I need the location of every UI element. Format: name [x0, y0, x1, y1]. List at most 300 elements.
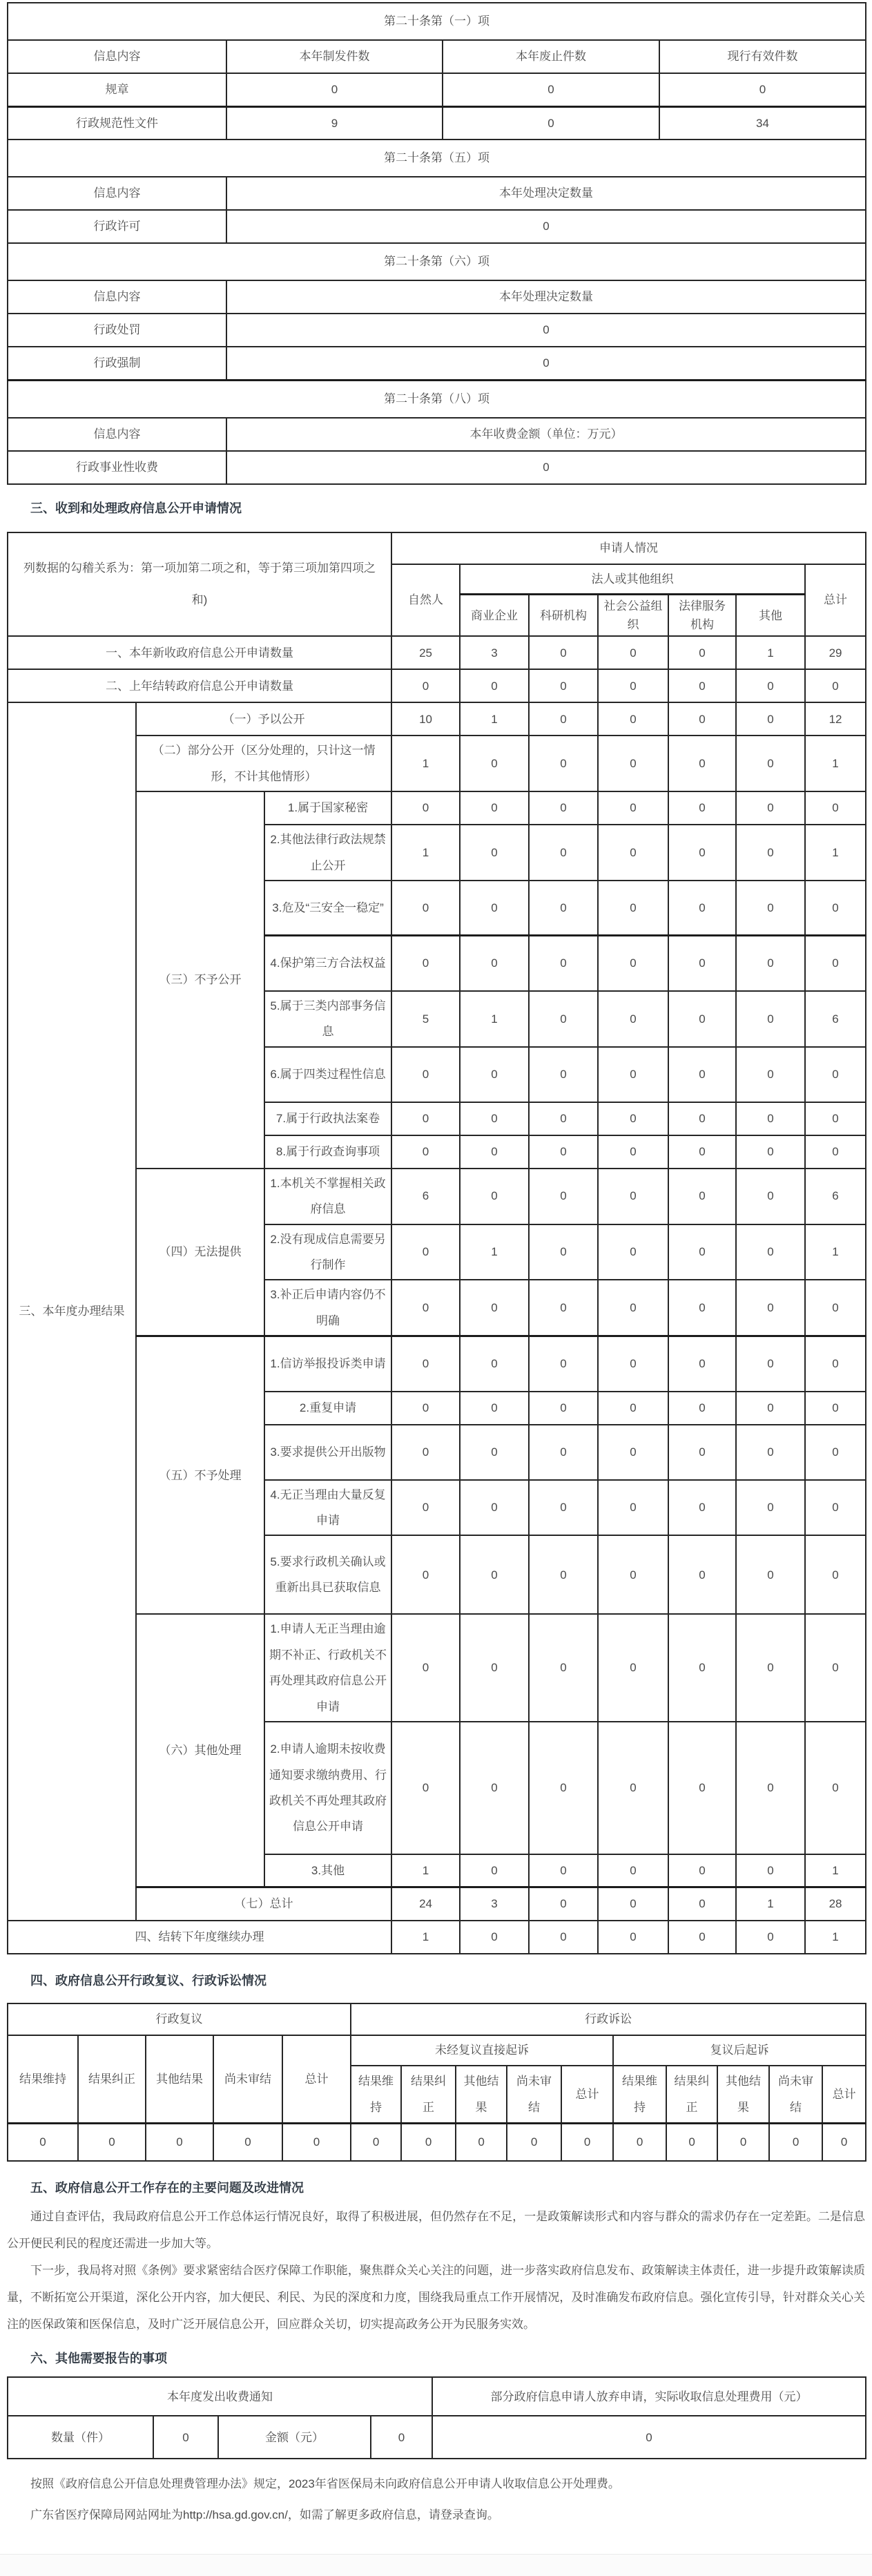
value-cell: 0: [736, 1336, 805, 1392]
value-cell: 5: [391, 991, 460, 1047]
value-cell: 0: [668, 1224, 736, 1280]
column-header: 总计: [822, 2066, 866, 2124]
value-cell: 0: [529, 1135, 598, 1169]
value-cell: 0: [805, 1614, 866, 1722]
fee-notice-header: 本年度发出收费通知: [8, 2377, 432, 2416]
fee-waived-value: 0: [432, 2416, 866, 2459]
value-cell: 0: [391, 1102, 460, 1135]
website-note: 广东省医疗保障局网站网址为http://hsa.gd.gov.cn/，如需了解更多政府信息，请登录查询。: [30, 2508, 499, 2522]
value-cell: 0: [460, 1722, 529, 1854]
value-cell: 0: [736, 881, 805, 936]
value-cell: 0: [460, 1392, 529, 1425]
value-cell: 0: [666, 2124, 717, 2161]
row-label: 规章: [8, 73, 226, 106]
row-label: 二、上年结转政府信息公开申请数量: [8, 669, 391, 702]
value-cell: 0: [668, 1336, 736, 1392]
article20-item1-table: [7, 2, 866, 140]
value-cell: 0: [805, 1135, 866, 1169]
value-cell: 0: [529, 1480, 598, 1536]
value-cell: 0: [736, 991, 805, 1047]
column-header: 总计: [282, 2035, 351, 2124]
value-cell: 0: [529, 1169, 598, 1224]
value-cell: 0: [460, 881, 529, 936]
value-cell: 0: [391, 1480, 460, 1536]
value-cell: 0: [668, 1535, 736, 1614]
value-cell: 0: [598, 636, 668, 669]
direct-suit-header: 未经复议直接起诉: [351, 2035, 613, 2066]
value-cell: 0: [805, 1047, 866, 1102]
value-cell: 0: [460, 1425, 529, 1480]
value-cell: 0: [668, 1921, 736, 1954]
value-cell: 0: [598, 1425, 668, 1480]
value-cell: 0: [668, 936, 736, 991]
value-cell: 0: [529, 736, 598, 791]
table-row: [8, 736, 866, 791]
article20-item6-table: [7, 242, 866, 381]
value-cell: 0: [805, 669, 866, 702]
table-row: [8, 532, 866, 564]
value-cell: 0: [598, 1480, 668, 1536]
value-cell: 0: [529, 881, 598, 936]
table-row: [8, 140, 866, 177]
value-cell: 0: [668, 1047, 736, 1102]
value-cell: 0: [659, 73, 866, 106]
amount-value: 0: [371, 2416, 432, 2459]
value-cell: 0: [598, 669, 668, 702]
value-cell: 0: [668, 636, 736, 669]
applicant-header: 申请人情况: [391, 532, 866, 564]
value-cell: 0: [805, 1425, 866, 1480]
row-label: 1.信访举报投诉类申请: [264, 1336, 391, 1392]
value-cell: 28: [805, 1887, 866, 1921]
row-label: 1.本机关不掌握相关政府信息: [264, 1169, 391, 1224]
row-label: 6.属于四类过程性信息: [264, 1047, 391, 1102]
value-cell: 0: [529, 1854, 598, 1887]
table-row: [8, 2377, 866, 2416]
value-cell: 0: [668, 825, 736, 881]
value-cell: 0: [460, 1102, 529, 1135]
value-cell: 0: [401, 2124, 456, 2161]
value-cell: 0: [598, 1135, 668, 1169]
value-cell: 6: [805, 991, 866, 1047]
column-header: 信息内容: [8, 40, 226, 73]
row-label: 8.属于行政查询事项: [264, 1135, 391, 1169]
value-cell: 0: [805, 1102, 866, 1135]
article20-item1-section: [7, 2, 865, 485]
value-cell: 0: [598, 881, 668, 936]
table-row: [8, 1887, 866, 1921]
table-row: [8, 2035, 866, 2066]
section3-heading: 三、收到和处理政府信息公开申请情况: [30, 501, 242, 515]
value-cell: 0: [456, 2124, 507, 2161]
value-cell: 0: [598, 736, 668, 791]
value-cell: 1: [460, 702, 529, 736]
legal-org-header: 法人或其他组织: [460, 564, 805, 595]
value-cell: 0: [460, 669, 529, 702]
value-cell: 0: [391, 1722, 460, 1854]
value-cell: 0: [460, 1169, 529, 1224]
value-cell: 0: [805, 1480, 866, 1536]
value-cell: 25: [391, 636, 460, 669]
value-cell: 0: [460, 1854, 529, 1887]
value-cell: 0: [460, 736, 529, 791]
value-cell: 0: [213, 2124, 282, 2161]
group-label-unable-provide: （四）无法提供: [136, 1169, 264, 1336]
value-cell: 0: [668, 1887, 736, 1921]
article20-item5-table: [7, 139, 866, 244]
value-cell: 0: [443, 106, 659, 140]
value-cell: 29: [805, 636, 866, 669]
table-row: [8, 2416, 866, 2459]
table-row: [8, 1336, 866, 1392]
value-cell: 0: [391, 881, 460, 936]
table-caption: 第二十条第（五）项: [8, 140, 866, 177]
table-row: [8, 1614, 866, 1722]
table-row: [8, 40, 866, 73]
table-row: [8, 669, 866, 702]
value-cell: 0: [769, 2124, 822, 2161]
row-label: 2.重复申请: [264, 1392, 391, 1425]
value-cell: 9: [226, 106, 443, 140]
value-cell: 0: [736, 1921, 805, 1954]
table-row: [8, 314, 866, 347]
table-row: [8, 243, 866, 280]
column-header: 本年废止件数: [443, 40, 659, 73]
value-cell: 0: [78, 2124, 146, 2161]
value-cell: 0: [736, 1169, 805, 1224]
value-cell: 1: [805, 736, 866, 791]
value-cell: 0: [598, 825, 668, 881]
column-header: 结果纠正: [78, 2035, 146, 2124]
value-cell: 0: [391, 1280, 460, 1336]
value-cell: 0: [529, 669, 598, 702]
column-header: 本年处理决定数量: [226, 280, 866, 314]
column-header: 其他结果: [456, 2066, 507, 2124]
value-cell: 0: [598, 1224, 668, 1280]
value-cell: 0: [8, 2124, 78, 2161]
value-cell: 0: [460, 1336, 529, 1392]
section5-heading: 五、政府信息公开工作存在的主要问题及改进情况: [30, 2180, 304, 2195]
table-row: [8, 418, 866, 451]
value-cell: 0: [460, 1280, 529, 1336]
value-cell: 0: [668, 1280, 736, 1336]
value-cell: 0: [460, 1480, 529, 1536]
row-label: （七）总计: [136, 1887, 391, 1921]
value-cell: 0: [668, 1392, 736, 1425]
value-cell: 0: [598, 991, 668, 1047]
row-label: 3.其他: [264, 1854, 391, 1887]
table-caption: 第二十条第（一）项: [8, 3, 866, 40]
value-cell: 0: [529, 702, 598, 736]
value-cell: 0: [598, 1280, 668, 1336]
column-header: 本年制发件数: [226, 40, 443, 73]
row-label: 2.没有现成信息需要另行制作: [264, 1224, 391, 1280]
value-cell: 0: [507, 2124, 561, 2161]
column-header: 尚未审结: [507, 2066, 561, 2124]
value-cell: 0: [529, 1336, 598, 1392]
value-cell: 0: [668, 1102, 736, 1135]
value-cell: 0: [598, 936, 668, 991]
value-cell: 0: [668, 1480, 736, 1536]
value-cell: 0: [736, 1224, 805, 1280]
column-header: 结果纠正: [666, 2066, 717, 2124]
row-label: 1.属于国家秘密: [264, 791, 391, 825]
column-header: 社会公益组织: [598, 595, 668, 637]
value-cell: 0: [668, 669, 736, 702]
value-cell: 0: [805, 1336, 866, 1392]
row-label: 行政规范性文件: [8, 106, 226, 140]
value-cell: 0: [598, 1887, 668, 1921]
table-row: [8, 177, 866, 210]
value-cell: 0: [391, 669, 460, 702]
after-review-suit-header: 复议后起诉: [613, 2035, 866, 2066]
column-header: 本年收费金额（单位：万元）: [226, 418, 866, 451]
value-cell: 0: [598, 1854, 668, 1887]
value-cell: 0: [529, 936, 598, 991]
column-header: 结果维持: [613, 2066, 666, 2124]
row-label: 4.保护第三方合法权益: [264, 936, 391, 991]
value-cell: 0: [736, 702, 805, 736]
section6-table-wrap: [7, 2376, 865, 2459]
value-cell: 0: [668, 1425, 736, 1480]
value-cell: 0: [460, 1921, 529, 1954]
applications-table: [7, 532, 866, 1954]
value-cell: 0: [391, 1135, 460, 1169]
value-cell: 12: [805, 702, 866, 736]
group-label-no-processing: （五）不予处理: [136, 1336, 264, 1615]
column-header: 法律服务机构: [668, 595, 736, 637]
value-cell: 1: [805, 825, 866, 881]
value-cell: 0: [736, 1425, 805, 1480]
row-label: 行政处罚: [8, 314, 226, 347]
group-label-other-processing: （六）其他处理: [136, 1614, 264, 1887]
value-cell: 0: [460, 936, 529, 991]
value-cell: 0: [717, 2124, 769, 2161]
value-cell: 1: [805, 1854, 866, 1887]
value-cell: 0: [668, 991, 736, 1047]
row-label: 四、结转下年度继续办理: [8, 1921, 391, 1954]
value-cell: 0: [805, 1722, 866, 1854]
value-cell: 1: [805, 1921, 866, 1954]
review-header: 行政复议: [8, 2003, 351, 2035]
value-cell: 0: [668, 1169, 736, 1224]
value-cell: 0: [391, 1614, 460, 1722]
value-cell: 0: [736, 669, 805, 702]
value-cell: 0: [460, 1535, 529, 1614]
column-header: 总计: [561, 2066, 613, 2124]
column-header: 总计: [805, 564, 866, 637]
value-cell: 0: [736, 1614, 805, 1722]
value-cell: 0: [460, 1614, 529, 1722]
column-header: 尚未审结: [213, 2035, 282, 2124]
value-cell: 1: [391, 825, 460, 881]
table-row: [8, 2124, 866, 2161]
column-header: 结果维持: [351, 2066, 401, 2124]
litigation-header: 行政诉讼: [351, 2003, 866, 2035]
column-header: 现行有效件数: [659, 40, 866, 73]
value-cell: 0: [598, 1921, 668, 1954]
value-cell: 0: [529, 1614, 598, 1722]
table-row: [8, 702, 866, 736]
table-caption: 第二十条第（八）项: [8, 381, 866, 418]
value-cell: 0: [226, 73, 443, 106]
column-header: 其他结果: [717, 2066, 769, 2124]
value-cell: 0: [529, 1722, 598, 1854]
section6-heading: 六、其他需要报告的事项: [30, 2352, 167, 2366]
value-cell: 1: [391, 736, 460, 791]
value-cell: 0: [529, 1392, 598, 1425]
value-cell: 0: [391, 791, 460, 825]
value-cell: 10: [391, 702, 460, 736]
value-cell: 0: [146, 2124, 213, 2161]
row-label: 3.要求提供公开出版物: [264, 1425, 391, 1480]
amount-label: 金额（元）: [218, 2416, 371, 2459]
column-header: 本年处理决定数量: [226, 177, 866, 210]
value-cell: 0: [391, 1336, 460, 1392]
value-cell: 0: [529, 1047, 598, 1102]
value-cell: 0: [736, 1280, 805, 1336]
value-cell: 0: [282, 2124, 351, 2161]
qty-label: 数量（件）: [8, 2416, 153, 2459]
qty-value: 0: [153, 2416, 218, 2459]
value-cell: 0: [736, 1480, 805, 1536]
column-header: 其他: [736, 595, 805, 637]
value-cell: 0: [529, 991, 598, 1047]
value-cell: 0: [529, 1921, 598, 1954]
value-cell: 6: [805, 1169, 866, 1224]
value-cell: 0: [460, 1047, 529, 1102]
value-cell: 0: [529, 1102, 598, 1135]
value-cell: 0: [529, 636, 598, 669]
section4-heading: 四、政府信息公开行政复议、行政诉讼情况: [30, 1973, 267, 1988]
value-cell: 0: [529, 1425, 598, 1480]
value-cell: 0: [598, 1102, 668, 1135]
value-cell: 0: [736, 1102, 805, 1135]
value-cell: 0: [529, 1887, 598, 1921]
value-cell: 0: [443, 73, 659, 106]
value-cell: 0: [736, 1135, 805, 1169]
value-cell: 0: [668, 1135, 736, 1169]
result-group-label: 三、本年度办理结果: [8, 702, 136, 1921]
value-cell: 0: [598, 1169, 668, 1224]
value-cell: 0: [805, 1392, 866, 1425]
column-header: 其他结果: [146, 2035, 213, 2124]
row-label: （二）部分公开（区分处理的，只计这一情形，不计其他情形）: [136, 736, 391, 791]
row-label: 一、本年新收政府信息公开申请数量: [8, 636, 391, 669]
table-row: [8, 1921, 866, 1954]
row-label: 7.属于行政执法案卷: [264, 1102, 391, 1135]
group-label-no-disclosure: （三）不予公开: [136, 791, 264, 1169]
row-label: 5.属于三类内部事务信息: [264, 991, 391, 1047]
column-header: 信息内容: [8, 280, 226, 314]
value-cell: 0: [598, 1047, 668, 1102]
table-row: [8, 280, 866, 314]
value-cell: 1: [391, 1921, 460, 1954]
value-cell: 0: [529, 825, 598, 881]
value-cell: 0: [226, 451, 866, 484]
column-header: 尚未审结: [769, 2066, 822, 2124]
value-cell: 0: [668, 702, 736, 736]
value-cell: 34: [659, 106, 866, 140]
value-cell: 0: [736, 1722, 805, 1854]
value-cell: 1: [391, 1854, 460, 1887]
value-cell: 0: [598, 1392, 668, 1425]
row-label: 行政事业性收费: [8, 451, 226, 484]
value-cell: 0: [391, 1392, 460, 1425]
article20-item8-table: [7, 379, 866, 485]
value-cell: 0: [529, 1280, 598, 1336]
value-cell: 3: [460, 636, 529, 669]
value-cell: 0: [736, 791, 805, 825]
table-row: [8, 347, 866, 380]
value-cell: 0: [226, 210, 866, 243]
value-cell: 0: [668, 881, 736, 936]
row-label: 3.补正后申请内容仍不明确: [264, 1280, 391, 1336]
fee-policy-note: 按照《政府信息公开信息处理费管理办法》规定，2023年省医保局未向政府信息公开申请人收取信息公开处理费。: [30, 2477, 620, 2491]
value-cell: 0: [529, 1535, 598, 1614]
row-label: 5.要求行政机关确认或重新出具已获取信息: [264, 1535, 391, 1614]
table-row: [8, 636, 866, 669]
column-header: 结果维持: [8, 2035, 78, 2124]
table-row: [8, 791, 866, 825]
value-cell: 0: [736, 1854, 805, 1887]
value-cell: 0: [805, 881, 866, 936]
value-cell: 0: [598, 1722, 668, 1854]
value-cell: 1: [736, 1887, 805, 1921]
value-cell: 0: [391, 1425, 460, 1480]
corner-note: 列数据的勾稽关系为：第一项加第二项之和，等于第三项加第四项之和): [8, 532, 391, 637]
value-cell: 0: [736, 736, 805, 791]
column-header: 商业企业: [460, 595, 529, 637]
column-header: 结果纠正: [401, 2066, 456, 2124]
table-row: [8, 106, 866, 140]
row-label: 1.申请人无正当理由逾期不补正、行政机关不再处理其政府信息公开申请: [264, 1614, 391, 1722]
value-cell: 0: [668, 1722, 736, 1854]
section3-table-wrap: [7, 532, 865, 1954]
value-cell: 0: [668, 1854, 736, 1887]
row-label: 2.其他法律行政法规禁止公开: [264, 825, 391, 881]
table-row: [8, 210, 866, 243]
value-cell: 0: [460, 791, 529, 825]
value-cell: 1: [460, 991, 529, 1047]
value-cell: 0: [561, 2124, 613, 2161]
row-label: 行政许可: [8, 210, 226, 243]
value-cell: 0: [613, 2124, 666, 2161]
value-cell: 0: [226, 347, 866, 380]
value-cell: 0: [529, 791, 598, 825]
row-label: （一）予以公开: [136, 702, 391, 736]
value-cell: 0: [598, 702, 668, 736]
table-row: [8, 1169, 866, 1224]
value-cell: 0: [391, 1047, 460, 1102]
value-cell: 3: [460, 1887, 529, 1921]
value-cell: 0: [668, 1614, 736, 1722]
value-cell: 0: [351, 2124, 401, 2161]
table-row: [8, 3, 866, 40]
row-label: 行政强制: [8, 347, 226, 380]
fee-waived-header: 部分政府信息申请人放弃申请，实际收取信息处理费用（元）: [432, 2377, 866, 2416]
value-cell: 0: [805, 1535, 866, 1614]
value-cell: 24: [391, 1887, 460, 1921]
value-cell: 0: [391, 936, 460, 991]
value-cell: 1: [805, 1224, 866, 1280]
value-cell: 0: [529, 1224, 598, 1280]
value-cell: 1: [736, 636, 805, 669]
value-cell: 1: [460, 1224, 529, 1280]
row-label: 2.申请人逾期未按收费通知要求缴纳费用、行政机关不再处理其政府信息公开申请: [264, 1722, 391, 1854]
value-cell: 0: [736, 936, 805, 991]
value-cell: 0: [226, 314, 866, 347]
